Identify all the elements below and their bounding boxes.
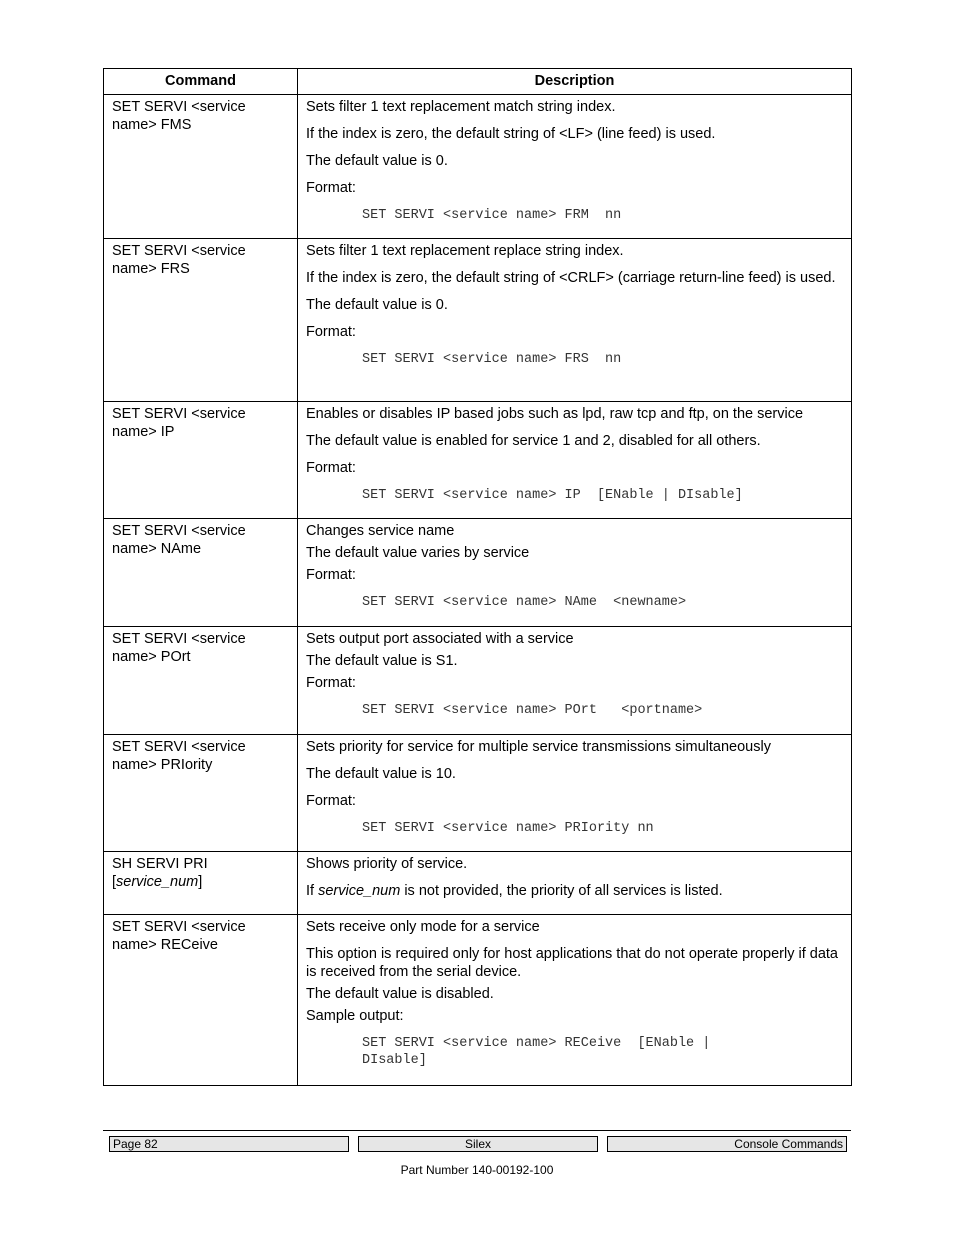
command-cell: SET SERVI <service name> NAme (104, 519, 298, 627)
table-row (104, 239, 852, 402)
part-number: Part Number 140-00192-100 (400, 1163, 554, 1177)
description-text: The default value is S1. (306, 653, 458, 669)
description-text-part: If (306, 883, 319, 899)
description-cell (298, 852, 852, 915)
command-syntax: SET SERVI <service name> IP [ENable | DIsable] (362, 488, 743, 503)
table-row (104, 627, 852, 735)
command-text: SH SERVI PRI [ (112, 856, 208, 890)
table-row (104, 735, 852, 852)
command-cell: SET SERVI <service name> RECeive (104, 915, 298, 1086)
footer-page-number: Page 82 (109, 1136, 349, 1152)
description-text: Sets output port associated with a service (306, 631, 574, 647)
column-header-description: Description (298, 69, 852, 95)
command-cell: SET SERVI <service name> POrt (104, 627, 298, 735)
description-text: The default value is disabled. (306, 986, 494, 1002)
description-text: Sets filter 1 text replacement match string index. (306, 99, 616, 115)
description-text: Sets filter 1 text replacement replace string index. (306, 243, 624, 259)
description-text: If the index is zero, the default string of <CRLF> (carriage return-line feed) is used. (306, 270, 836, 286)
command-cell: SET SERVI <service name> IP (104, 402, 298, 519)
description-text: Sets priority for service for multiple service transmissions simultaneously (306, 739, 771, 755)
footer-divider (103, 1130, 851, 1131)
command-cell: SET SERVI <service name> FRS (104, 239, 298, 402)
description-text: Enables or disables IP based jobs such as lpd, raw tcp and ftp, on the service (306, 406, 804, 422)
description-text: The default value is 0. (306, 153, 448, 169)
description-text: The default value varies by service (306, 545, 530, 561)
description-cell (298, 915, 852, 1086)
description-text: The default value is enabled for service 1 and 2, disabled for all others. (306, 433, 761, 449)
description-text: If the index is zero, the default string of <LF> (line feed) is used. (306, 126, 716, 142)
description-text: Changes service name (306, 523, 455, 539)
format-label: Format: (306, 180, 356, 196)
description-text: Sets receive only mode for a service (306, 919, 540, 935)
format-label: Format: (306, 567, 356, 583)
format-label: Format: (306, 324, 356, 340)
table-row (104, 852, 852, 915)
command-syntax: SET SERVI <service name> FRM nn (362, 208, 622, 223)
description-text (306, 882, 843, 900)
description-text: The default value is 10. (306, 766, 456, 782)
description-cell (298, 95, 852, 239)
command-table (103, 68, 852, 1086)
format-label: Format: (306, 460, 356, 476)
command-syntax: SET SERVI <service name> RECeive [ENable | DIsable] (362, 1036, 711, 1068)
command-cell (104, 852, 298, 915)
command-cell: SET SERVI <service name> FMS (104, 95, 298, 239)
table-row (104, 402, 852, 519)
command-syntax: SET SERVI <service name> FRS nn (362, 352, 622, 367)
table-header-row (104, 69, 852, 95)
format-label: Sample output: (306, 1008, 404, 1024)
command-syntax: SET SERVI <service name> POrt <portname> (362, 703, 703, 718)
description-text: Shows priority of service. (306, 856, 468, 872)
description-text: This option is required only for host applications that do not operate properly if data is received from the serial device. (306, 946, 838, 980)
description-cell (298, 627, 852, 735)
command-text: ] (198, 874, 203, 890)
command-parameter: service_num (116, 874, 199, 890)
table-row (104, 95, 852, 239)
format-label: Format: (306, 793, 356, 809)
command-cell: SET SERVI <service name> PRIority (104, 735, 298, 852)
description-cell (298, 735, 852, 852)
table-row (104, 519, 852, 627)
description-text: The default value is 0. (306, 297, 448, 313)
description-text-part: is not provided, the priority of all services is listed. (400, 883, 723, 899)
footer-company: Silex (358, 1136, 598, 1152)
column-header-command: Command (104, 69, 298, 95)
table-row (104, 915, 852, 1086)
format-label: Format: (306, 675, 356, 691)
command-syntax: SET SERVI <service name> PRIority nn (362, 821, 654, 836)
description-cell (298, 402, 852, 519)
description-cell (298, 239, 852, 402)
command-syntax: SET SERVI <service name> NAme <newname> (362, 595, 687, 610)
description-cell (298, 519, 852, 627)
description-parameter: service_num (318, 883, 401, 899)
footer-section: Console Commands (607, 1136, 847, 1152)
